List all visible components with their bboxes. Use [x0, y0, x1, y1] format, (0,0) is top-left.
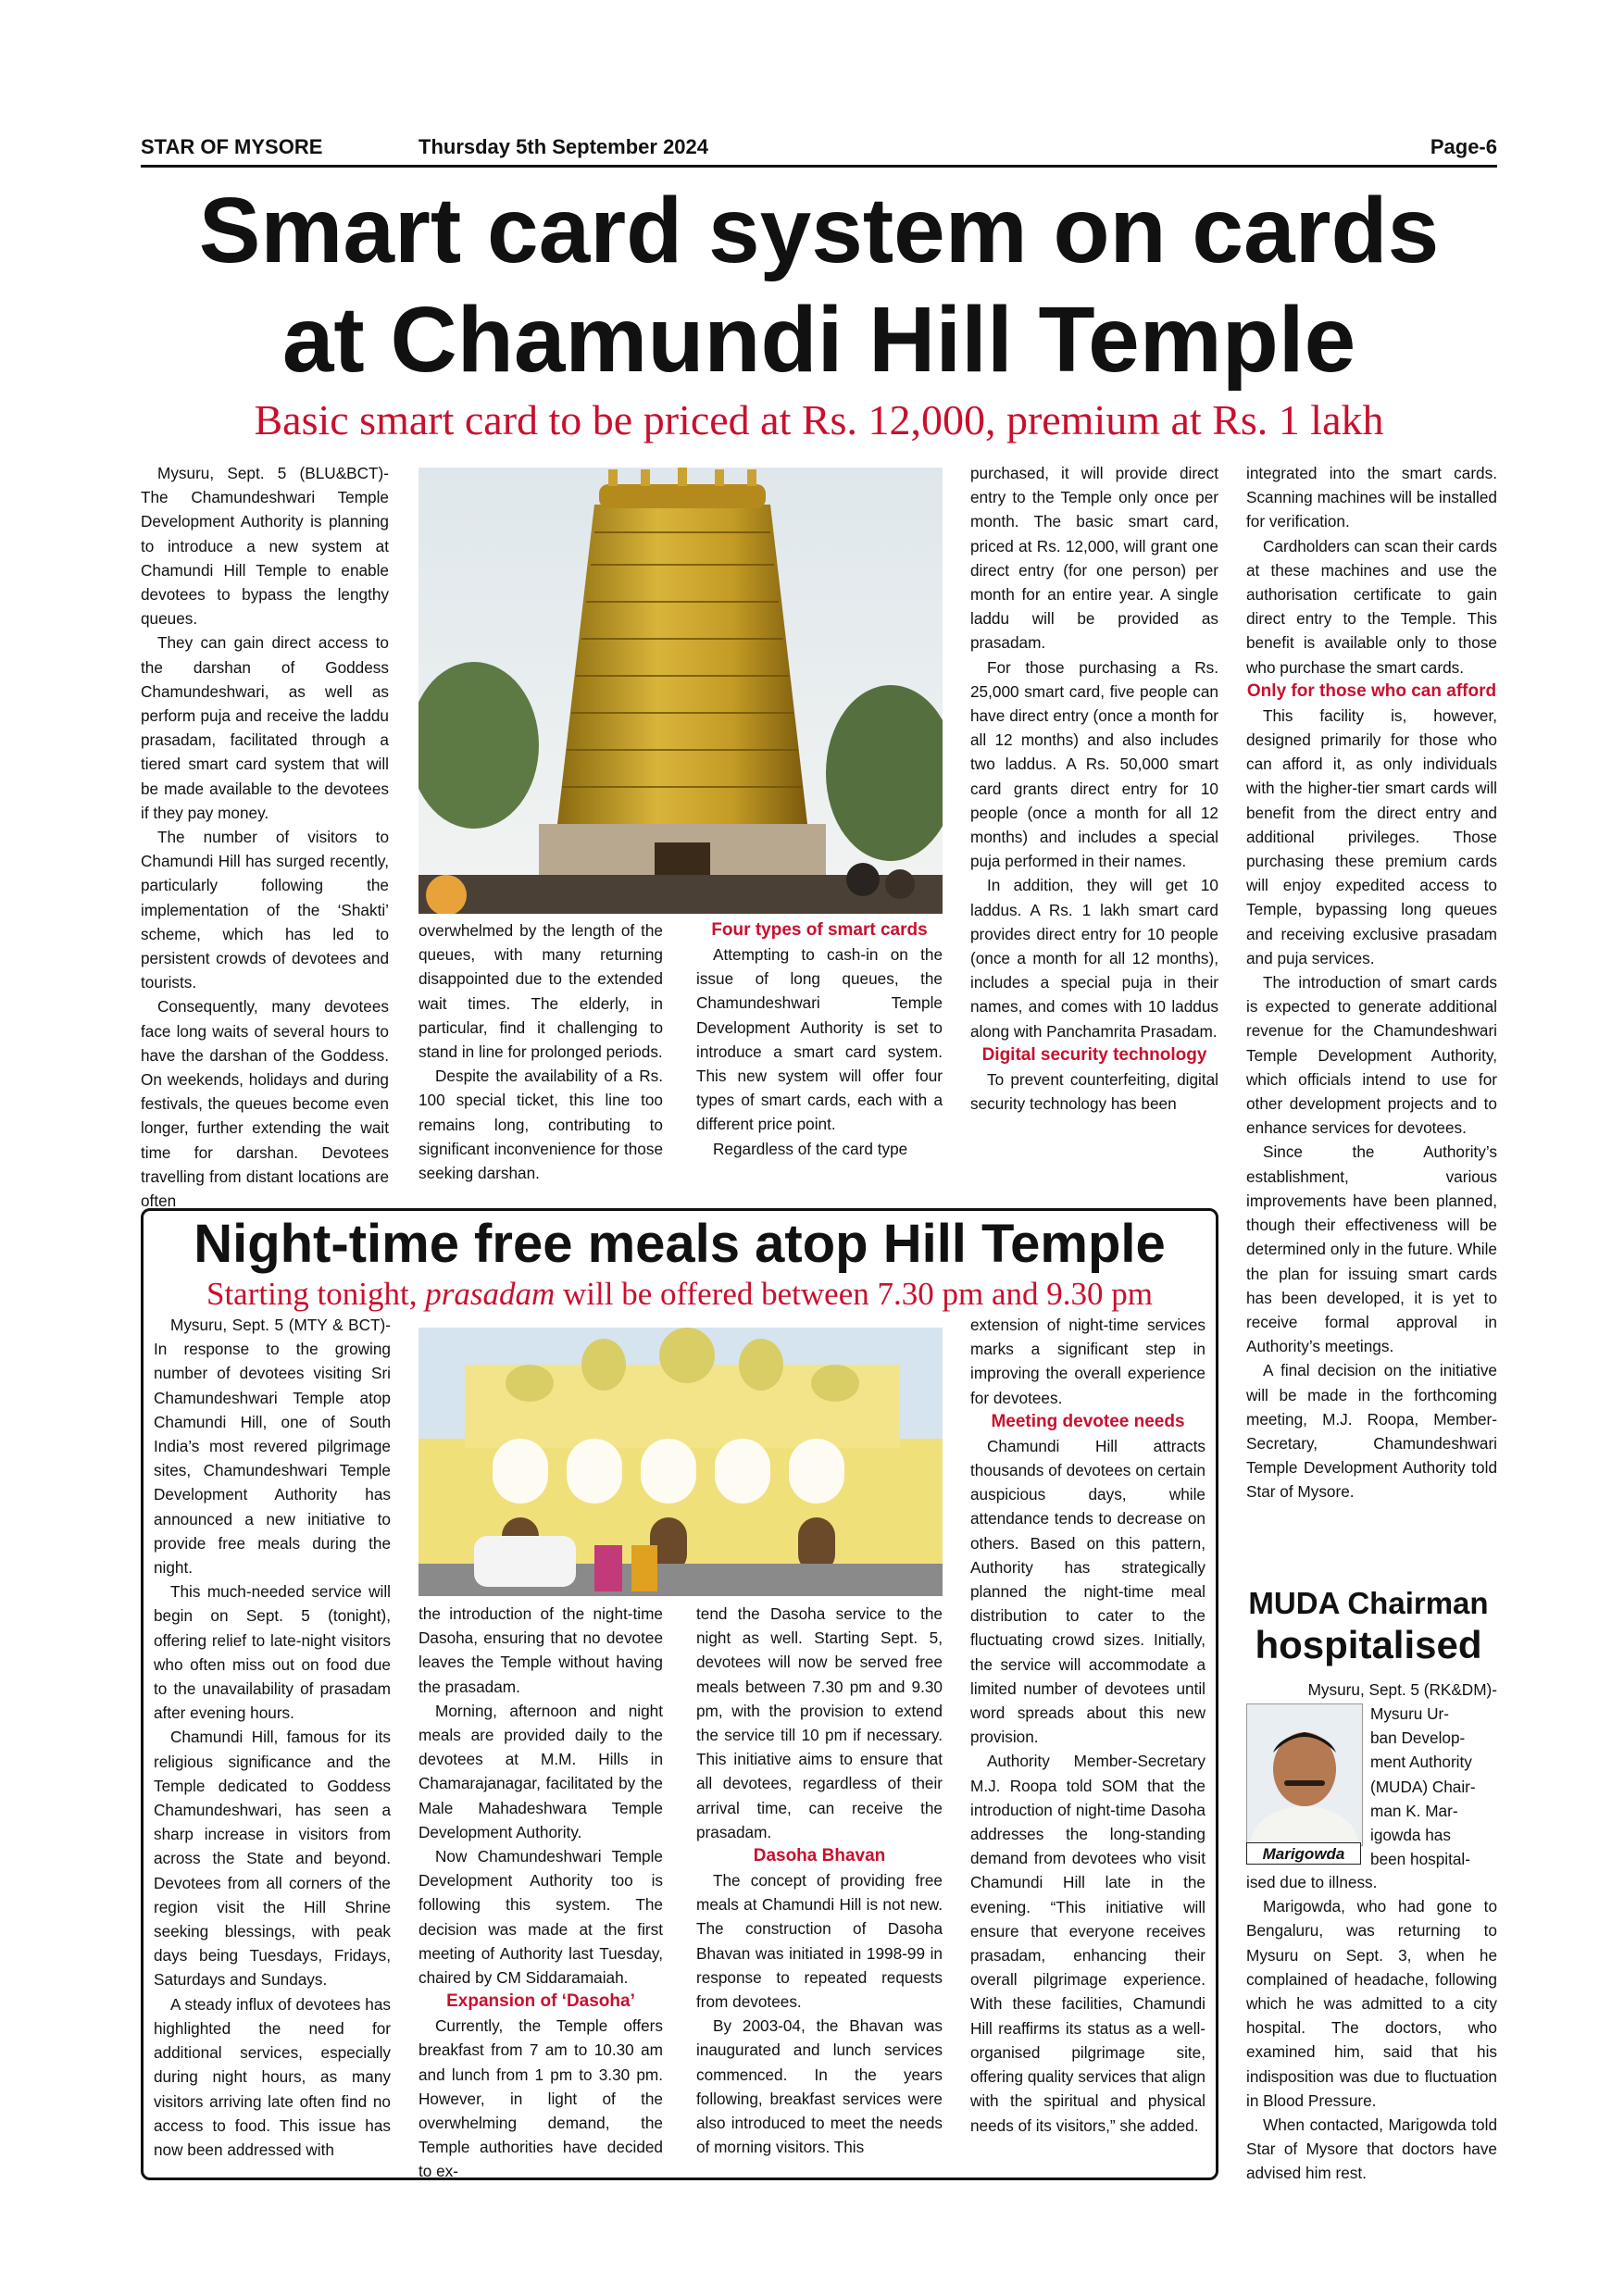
- paper-name: STAR OF MYSORE: [141, 135, 323, 158]
- main-col3-para: Attempting to cash-in on the issue of long queues, the Chamundeshwari Temple Development Authority is set to introduce a smart card system. This new system will offer four types of smart cards, each with a different price point.: [696, 945, 943, 1134]
- muda-line: Mysuru Ur-: [1370, 1704, 1449, 1723]
- meals-headline: Night-time free meals atop Hill Temple: [194, 1214, 1166, 1274]
- dasoha-bhavan-photo: [418, 1328, 943, 1596]
- meals-subhead-pre: Starting tonight,: [206, 1276, 426, 1312]
- muda-rest: [1246, 1870, 1497, 2186]
- muda-line: Mysuru, Sept. 5 (RK&DM)-: [1307, 1680, 1497, 1699]
- main-col5-para: A final decision on the initiative will be made in the forthcoming meeting, M.J. Roopa, Member-Secretary, Chamundeshwari Temple Development Authority told Star of Mysore.: [1246, 1361, 1497, 1502]
- main-col5-para: integrated into the smart cards. Scanning machines will be installed for verification.: [1246, 464, 1497, 531]
- muda-headline-2: hospitalised: [1255, 1623, 1482, 1666]
- main-col2-para: Despite the availability of a Rs. 100 special ticket, this line too remains long, contributing to significant inconvenience for those seeking darshan.: [418, 1067, 663, 1183]
- meals-col-3: [696, 1602, 943, 2159]
- portrait-caption: Marigowda: [1246, 1842, 1361, 1865]
- meals-subhead-post: will be offered between 7.30 pm and 9.30 pm: [555, 1276, 1153, 1312]
- masthead-rule: [141, 165, 1497, 168]
- temple-photo: [418, 468, 943, 914]
- meals-col-4: [970, 1313, 1206, 2138]
- meals-col3-para: By 2003-04, the Bhavan was inaugurated and lunch services commenced. In the years following, breakfast services were also introduced to meet the needs of morning visitors. This: [696, 2016, 943, 2157]
- meals-col2-para: Now Chamundeshwari Temple Development Authority too is following this system. The decision was made at the first meeting of Authority last Tuesday, chaired by CM Siddaramaiah.: [418, 1847, 663, 1988]
- page-number: Page-6: [1430, 135, 1497, 158]
- muda-headline-1: MUDA Chairman: [1248, 1586, 1489, 1620]
- main-col-5: [1246, 461, 1497, 1504]
- muda-wrap-text: [1370, 1702, 1497, 1871]
- main-col2-para: overwhelmed by the length of the queues, with many returning disappointed due to the extended wait times. The elderly, in particular, find it challenging to stand in line for prolonged periods.: [418, 921, 663, 1062]
- main-headline: [141, 176, 1497, 394]
- main-col3-para: Regardless of the card type: [713, 1139, 908, 1158]
- muda-line: ment Authority: [1370, 1753, 1472, 1772]
- muda-para: Marigowda, who had gone to Bengaluru, was returning to Mysuru on Sept. 3, when he complained of headache, following which he was admitted to a city hospital. The doctors, who examined him, said that his indisposition was due to fluctuation in Blood Pressure.: [1246, 1897, 1497, 2110]
- meals-col1-para: A steady influx of devotees has highlighted the need for additional services, especially during night hours, as many visitors arriving late often find no access to food. This issue has now been addressed with: [154, 1994, 391, 2159]
- headline-line-2: at Chamundi Hill Temple: [281, 288, 1356, 392]
- muda-line: man K. Mar-: [1370, 1801, 1458, 1820]
- meals-col-2: [418, 1602, 663, 2184]
- dasoha-bhavan-image: [418, 1328, 943, 1596]
- meals-col4-para: Authority Member-Secretary M.J. Roopa told SOM that the introduction of night-time Dasoha addresses the long-standing demand from devotees who visit Chamundi Hill late in the evening. “This initiative will ensure that everyone receives prasadam, enhancing their overall pilgrimage experience. With these facilities, Chamundi Hill reaffirms its status as a well-organised pilgrimage site, offering quality services that align with the spiritual and physical needs of its visitors,” she added.: [970, 1752, 1206, 2135]
- meals-col4-para: extension of night-time services marks a significant step in improving the overall experience for devotees.: [970, 1316, 1206, 1407]
- main-col1-para: Mysuru, Sept. 5 (BLU&BCT)- The Chamundeshwari Temple Development Authority is planning to introduce a new system at Chamundi Hill Temple to enable devotees to bypass the lengthy queues.: [141, 464, 389, 629]
- muda-line: ban Develop-: [1370, 1728, 1466, 1748]
- subheading-four-types: Four types of smart cards: [711, 920, 928, 940]
- muda-line: igowda has: [1370, 1826, 1451, 1845]
- muda-line: been hospital-: [1370, 1850, 1470, 1869]
- main-col4-para: In addition, they will get 10 laddus. A Rs. 1 lakh smart card provides direct entry for 10 people (once a month for all 12 months), includes a special puja in their names, and comes with 10 laddus along with Panchamrita Prasadam.: [970, 876, 1218, 1041]
- meals-col2-para: Currently, the Temple offers breakfast from 7 am to 10.30 am and lunch from 1 pm to 3.30 pm. However, in light of the overwhelming demand, the Temple authorities have decided to ex-: [418, 2016, 663, 2181]
- main-col4-para: To prevent counterfeiting, digital security technology has been: [970, 1069, 1218, 1114]
- temple-gopuram-image: [418, 468, 943, 914]
- main-col5-para: Since the Authority’s establishment, various improvements have been planned, though their effectiveness will be determined only in the future. While the plan for issuing smart cards has been developed, it is yet to receive formal approval in Authority’s meetings.: [1246, 1142, 1497, 1356]
- meals-subhead: [141, 1276, 1218, 1313]
- meals-col3-para: The concept of providing free meals at Chamundi Hill is not new. The construction of Dasoha Bhavan was initiated in 1998-99 in response to repeated requests from devotees.: [696, 1871, 943, 2012]
- meals-col2-para: the introduction of the night-time Dasoha, ensuring that no devotee leaves the Temple without having the prasadam.: [418, 1604, 663, 1696]
- main-col5-para: This facility is, however, designed primarily for those who can afford it, as only individuals with the higher-tier smart cards will benefit from the direct entry and additional privileges. Those purchasing these premium cards will enjoy expedited access to Temple, bypassing long queues and receiving exclusive prasadam and puja services.: [1246, 705, 1497, 967]
- marigowda-portrait: [1246, 1703, 1363, 1846]
- headline-line-1: Smart card system on cards: [198, 179, 1440, 282]
- meals-col1-para: Mysuru, Sept. 5 (MTY & BCT)- In response to the growing number of devotees visiting Sri Chamundeshwari Temple atop Chamundi Hill, one of South India’s most revered pilgrimage sites, Chamundeshwari Temple Development Authority has announced a new initiative to provide free meals during the night.: [154, 1316, 391, 1578]
- meals-col2-para: Morning, afternoon and night meals are provided daily to the devotees at M.M. Hills in Chamarajanagar, facilitated by the Male Mahadeshwara Temple Development Authority.: [418, 1701, 663, 1841]
- subheading-digital-security: Digital security technology: [981, 1044, 1207, 1065]
- masthead: [141, 135, 1497, 168]
- main-col1-para: Consequently, many devotees face long waits of several hours to have the darshan of the Goddess. On weekends, holidays and during festivals, the queues become even longer, further extending the wait time for darshan. Devotees travelling from distant locations are often: [141, 997, 389, 1211]
- meals-col3-para: tend the Dasoha service to the night as well. Starting Sept. 5, devotees will now be served free meals between 7.30 pm and 9.30 pm, with the provision to extend the service till 10 pm if necessary. This initiative aims to ensure that all devotees, regardless of their arrival time, can receive the prasadam.: [696, 1604, 943, 1841]
- portrait-image: [1247, 1704, 1362, 1845]
- main-col5-para: Cardholders can scan their cards at these machines and use the authorisation certificate to gain direct entry to the Temple. This benefit is available only to those who purchase the smart cards.: [1246, 536, 1497, 677]
- main-col-1: [141, 461, 389, 1213]
- subheading-expansion-dasoha: Expansion of ‘Dasoha’: [446, 1991, 635, 2012]
- meals-subhead-italic: prasadam: [425, 1276, 556, 1312]
- subheading-dasoha-bhavan: Dasoha Bhavan: [753, 1846, 886, 1866]
- muda-para: When contacted, Marigowda told Star of Mysore that doctors have advised him rest.: [1246, 2115, 1497, 2183]
- meals-col1-para: This much-needed service will begin on Sept. 5 (tonight), offering relief to late-night visitors who often miss out on food due to the unavailability of prasadam after evening hours.: [154, 1582, 391, 1723]
- main-col5-para: The introduction of smart cards is expected to generate additional revenue for the Chamundeshwari Temple Development Authority, which officials intend to use for other development projects and to enhance services for devotees.: [1246, 973, 1497, 1138]
- meals-col4-para: Chamundi Hill attracts thousands of devotees on certain auspicious days, while attendance tends to decrease on others. Based on this pattern, Authority has strategically planned the night-time meal distribution to cater to the fluctuating crowd sizes. Initially, the service will accommodate a limited number of devotees until word spreads about this new provision.: [970, 1436, 1206, 1747]
- subheading-meeting-needs: Meeting devotee needs: [991, 1411, 1185, 1431]
- main-col-2: [418, 918, 663, 1185]
- meals-col-1: [154, 1313, 391, 2162]
- main-col1-para: The number of visitors to Chamundi Hill has surged recently, particularly following the implementation of the ‘Shakti’ scheme, which has led to persistent crowds of devotees and tourists.: [141, 828, 389, 992]
- main-subhead: Basic smart card to be priced at Rs. 12,000, premium at Rs. 1 lakh: [254, 396, 1384, 443]
- muda-para: ised due to illness.: [1246, 1873, 1378, 1891]
- main-col1-para: They can gain direct access to the darshan of Goddess Chamundeshwari, as well as perform puja and receive the laddu prasadam, facilitated through a tiered smart card system that will be made available to the devotees if they pay money.: [141, 633, 389, 822]
- muda-byline: [1246, 1678, 1497, 1702]
- main-col4-para: purchased, it will provide direct entry to the Temple only once per month. The basic smart card, priced at Rs. 12,000, will grant one direct entry (for one person) per month for an entire year. A single laddu will be provided as prasadam.: [970, 464, 1218, 653]
- muda-line: (MUDA) Chair-: [1370, 1777, 1476, 1796]
- main-col-4: [970, 461, 1218, 1116]
- main-col-3: [696, 918, 943, 1161]
- main-col4-para: For those purchasing a Rs. 25,000 smart card, five people can have direct entry (once a month for all 12 months) and also includes two laddus. A Rs. 50,000 smart card grants direct entry for 10 people (once a month for all 12 months) and includes a special puja performed in their names.: [970, 657, 1218, 871]
- meals-col1-para: Chamundi Hill, famous for its religious significance and the Temple dedicated to Goddess Chamundeshwari, has seen a sharp increase in visitors from across the State and beyond. Devotees from all corners of the region visit the Hill Shrine seeking blessings, with peak days being Tuesdays, Fridays, Saturdays and Sundays.: [154, 1728, 391, 1990]
- subheading-only-for-afford: Only for those who can afford: [1246, 680, 1497, 701]
- issue-date: Thursday 5th September 2024: [418, 135, 709, 158]
